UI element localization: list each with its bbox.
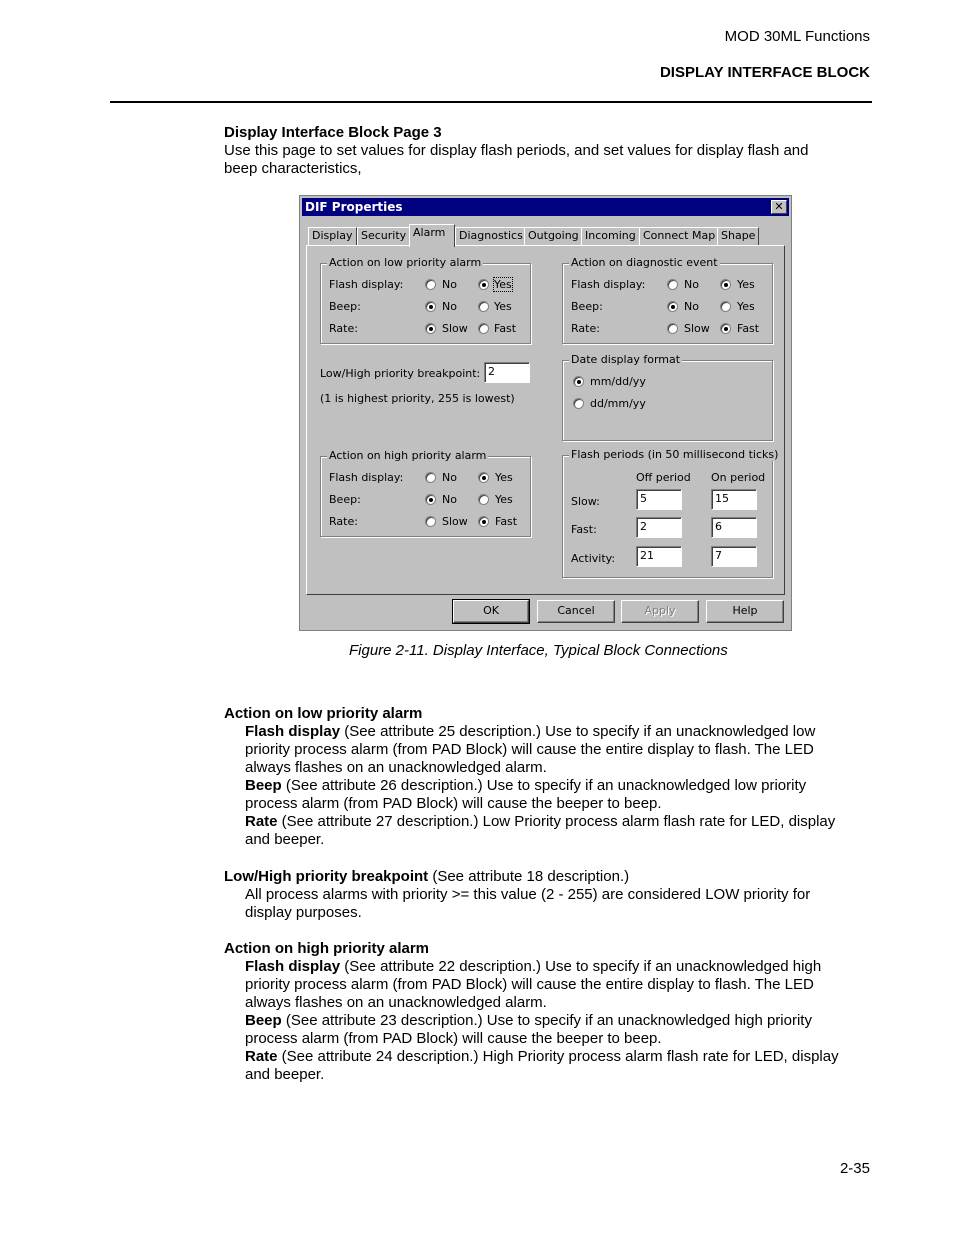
high-beep-no-radio[interactable] <box>425 494 436 505</box>
diag-event-group-title: Action on diagnostic event <box>571 256 718 269</box>
dif-properties-dialog <box>299 195 792 631</box>
high-flash-line-2: priority process alarm (from PAD Block) will cause the entire display to flash. The LED <box>245 976 814 993</box>
alarm-tab-page <box>306 245 785 595</box>
intro-line-1: Use this page to set values for display flash periods, and set values for display flash and <box>224 142 809 159</box>
high-rate-fast-label: Fast <box>495 515 518 528</box>
diag-flash-yes-label: Yes <box>737 278 755 291</box>
diag-rate-fast-label: Fast <box>737 322 760 335</box>
date-format-group <box>562 353 773 441</box>
low-rate-line-1 <box>245 813 870 831</box>
ok-button[interactable]: OK <box>453 600 529 623</box>
diag-flash-no-label: No <box>684 278 699 291</box>
low-rate-term: Rate <box>245 813 278 830</box>
low-alarm-group <box>320 256 531 344</box>
low-beep-label: Beep: <box>329 300 361 313</box>
on-period-header: On period <box>711 471 766 484</box>
high-alarm-group-title: Action on high priority alarm <box>329 449 487 462</box>
high-flash-label: Flash display: <box>329 471 404 484</box>
high-flash-no-radio[interactable] <box>425 472 436 483</box>
tab-shape[interactable]: Shape <box>717 227 759 245</box>
low-rate-fast-radio[interactable] <box>478 323 489 334</box>
low-beep-line-2: process alarm (from PAD Block) will cause the beeper to beep. <box>245 795 662 812</box>
activity-off-input[interactable]: 21 <box>636 546 682 567</box>
high-beep-yes-label: Yes <box>495 493 513 506</box>
low-rate-text-1: (See attribute 27 description.) Low Priority process alarm flash rate for LED, display <box>277 813 836 830</box>
breakpoint-heading-line <box>224 868 629 886</box>
breakpoint-line-1: All process alarms with priority >= this value (2 - 255) are considered LOW priority for <box>245 886 811 903</box>
low-beep-line-1 <box>245 777 870 795</box>
low-flash-text-1: (See attribute 25 description.) Use to specify if an unacknowledged low <box>340 723 816 740</box>
diag-beep-yes-label: Yes <box>737 300 755 313</box>
high-flash-term: Flash display <box>245 958 341 975</box>
breakpoint-text <box>245 886 870 922</box>
diag-rate-label: Rate: <box>571 322 600 335</box>
diag-beep-no-radio[interactable] <box>667 301 678 312</box>
low-flash-term: Flash display <box>245 723 341 740</box>
slow-off-input[interactable]: 5 <box>636 489 682 510</box>
high-flash-yes-label: Yes <box>495 471 513 484</box>
date-ddmmyy-radio[interactable] <box>573 398 584 409</box>
page-number: 2-35 <box>839 1160 870 1177</box>
activity-label: Activity: <box>571 552 616 565</box>
fast-on-input[interactable]: 6 <box>711 517 757 538</box>
low-rate-label: Rate: <box>329 322 358 335</box>
low-alarm-group-title: Action on low priority alarm <box>329 256 482 269</box>
high-rate-label: Rate: <box>329 515 358 528</box>
low-beep-text-1: (See attribute 26 description.) Use to specify if an unacknowledged low priority <box>281 777 807 794</box>
high-flash-line-3: always flashes on an unacknowledged alarm. <box>245 994 547 1011</box>
high-alarm-heading: Action on high priority alarm <box>224 940 430 957</box>
tab-security[interactable]: Security <box>357 227 410 245</box>
intro-line-2: beep characteristics, <box>224 160 362 177</box>
low-flash-line-1 <box>245 723 870 741</box>
high-flash-yes-radio[interactable] <box>478 472 489 483</box>
high-beep-text-1: (See attribute 23 description.) Use to specify if an unacknowledged high priority <box>281 1012 812 1029</box>
diag-event-group <box>562 256 773 344</box>
flash-periods-group-title: Flash periods (in 50 millisecond ticks) <box>571 448 779 461</box>
low-flash-yes-radio[interactable] <box>478 279 489 290</box>
low-alarm-heading: Action on low priority alarm <box>224 705 423 722</box>
date-ddmmyy-label: dd/mm/yy <box>590 397 646 410</box>
low-flash-line-2: priority process alarm (from PAD Block) will cause the entire display to flash. The LED <box>245 741 814 758</box>
diag-rate-slow-label: Slow <box>684 322 710 335</box>
breakpoint-input[interactable]: 2 <box>484 362 530 383</box>
diag-flash-no-radio[interactable] <box>667 279 678 290</box>
date-mmddyy-label: mm/dd/yy <box>590 375 646 388</box>
high-beep-term: Beep <box>245 1012 282 1029</box>
low-beep-term: Beep <box>245 777 282 794</box>
low-rate-slow-label: Slow <box>442 322 468 335</box>
high-flash-text-1: (See attribute 22 description.) Use to specify if an unacknowledged high <box>340 958 822 975</box>
diag-beep-label: Beep: <box>571 300 603 313</box>
header-rule <box>110 101 872 103</box>
low-flash-no-label: No <box>442 278 457 291</box>
high-flash-no-label: No <box>442 471 457 484</box>
diag-rate-fast-radio[interactable] <box>720 323 731 334</box>
off-period-header: Off period <box>636 471 691 484</box>
date-format-group-title: Date display format <box>571 353 681 366</box>
high-beep-label: Beep: <box>329 493 361 506</box>
low-beep-yes-radio[interactable] <box>478 301 489 312</box>
low-beep-no-label: No <box>442 300 457 313</box>
tab-alarm[interactable]: Alarm <box>409 224 455 247</box>
breakpoint-note: (1 is highest priority, 255 is lowest) <box>320 392 515 405</box>
high-beep-yes-radio[interactable] <box>478 494 489 505</box>
diag-flash-yes-radio[interactable] <box>720 279 731 290</box>
low-flash-line-3: always flashes on an unacknowledged alarm. <box>245 759 547 776</box>
low-flash-label: Flash display: <box>329 278 404 291</box>
low-flash-yes-label: Yes <box>494 278 512 291</box>
diag-rate-slow-radio[interactable] <box>667 323 678 334</box>
high-beep-line-1 <box>245 1012 870 1030</box>
tab-outgoing[interactable]: Outgoing <box>524 227 583 245</box>
high-rate-term: Rate <box>245 1048 278 1065</box>
breakpoint-heading-rest: (See attribute 18 description.) <box>428 868 630 885</box>
fast-off-input[interactable]: 2 <box>636 517 682 538</box>
high-rate-fast-radio[interactable] <box>478 516 489 527</box>
intro-title: Display Interface Block Page 3 <box>224 124 442 141</box>
diag-beep-yes-radio[interactable] <box>720 301 731 312</box>
high-rate-slow-label: Slow <box>442 515 468 528</box>
breakpoint-line-2: display purposes. <box>245 904 362 921</box>
low-rate-fast-label: Fast <box>494 322 517 335</box>
diag-beep-no-label: No <box>684 300 699 313</box>
dialog-title: DIF Properties <box>305 200 403 214</box>
high-flash-line-1 <box>245 958 870 976</box>
high-alarm-text <box>245 958 870 1084</box>
low-rate-line-2: and beeper. <box>245 831 325 848</box>
figure-caption: Figure 2-11. Display Interface, Typical Block Connections <box>349 642 728 659</box>
low-beep-no-radio[interactable] <box>425 301 436 312</box>
cancel-button[interactable]: Cancel <box>537 600 615 623</box>
flash-periods-group <box>562 448 779 578</box>
close-icon[interactable]: ✕ <box>771 200 787 214</box>
dialog-titlebar <box>302 198 789 216</box>
high-alarm-group <box>320 449 531 537</box>
slow-on-input[interactable]: 15 <box>711 489 757 510</box>
tab-incoming[interactable]: Incoming <box>581 227 640 245</box>
apply-button[interactable]: Apply <box>621 600 699 623</box>
diag-flash-label: Flash display: <box>571 278 646 291</box>
chapter-header: MOD 30ML Functions <box>724 28 870 45</box>
high-rate-line-1 <box>245 1048 870 1066</box>
tab-connect-map[interactable]: Connect Map <box>639 227 719 245</box>
intro <box>224 124 854 178</box>
date-mmddyy-radio[interactable] <box>573 376 584 387</box>
high-beep-no-label: No <box>442 493 457 506</box>
breakpoint-heading: Low/High priority breakpoint <box>224 868 429 885</box>
low-beep-yes-label: Yes <box>494 300 512 313</box>
breakpoint-label: Low/High priority breakpoint: <box>320 367 481 380</box>
fast-label: Fast: <box>571 523 597 536</box>
high-rate-line-2: and beeper. <box>245 1066 325 1083</box>
low-rate-slow-radio[interactable] <box>425 323 436 334</box>
high-beep-line-2: process alarm (from PAD Block) will cause the beeper to beep. <box>245 1030 662 1047</box>
high-rate-slow-radio[interactable] <box>425 516 436 527</box>
help-button[interactable]: Help <box>706 600 784 623</box>
low-alarm-text <box>245 723 870 849</box>
activity-on-input[interactable]: 7 <box>711 546 757 567</box>
section-header: DISPLAY INTERFACE BLOCK <box>659 64 870 81</box>
slow-label: Slow: <box>571 495 600 508</box>
tab-diagnostics[interactable]: Diagnostics <box>455 227 527 245</box>
high-rate-text-1: (See attribute 24 description.) High Priority process alarm flash rate for LED, display <box>277 1048 839 1065</box>
low-flash-no-radio[interactable] <box>425 279 436 290</box>
tab-display[interactable]: Display <box>308 227 357 245</box>
